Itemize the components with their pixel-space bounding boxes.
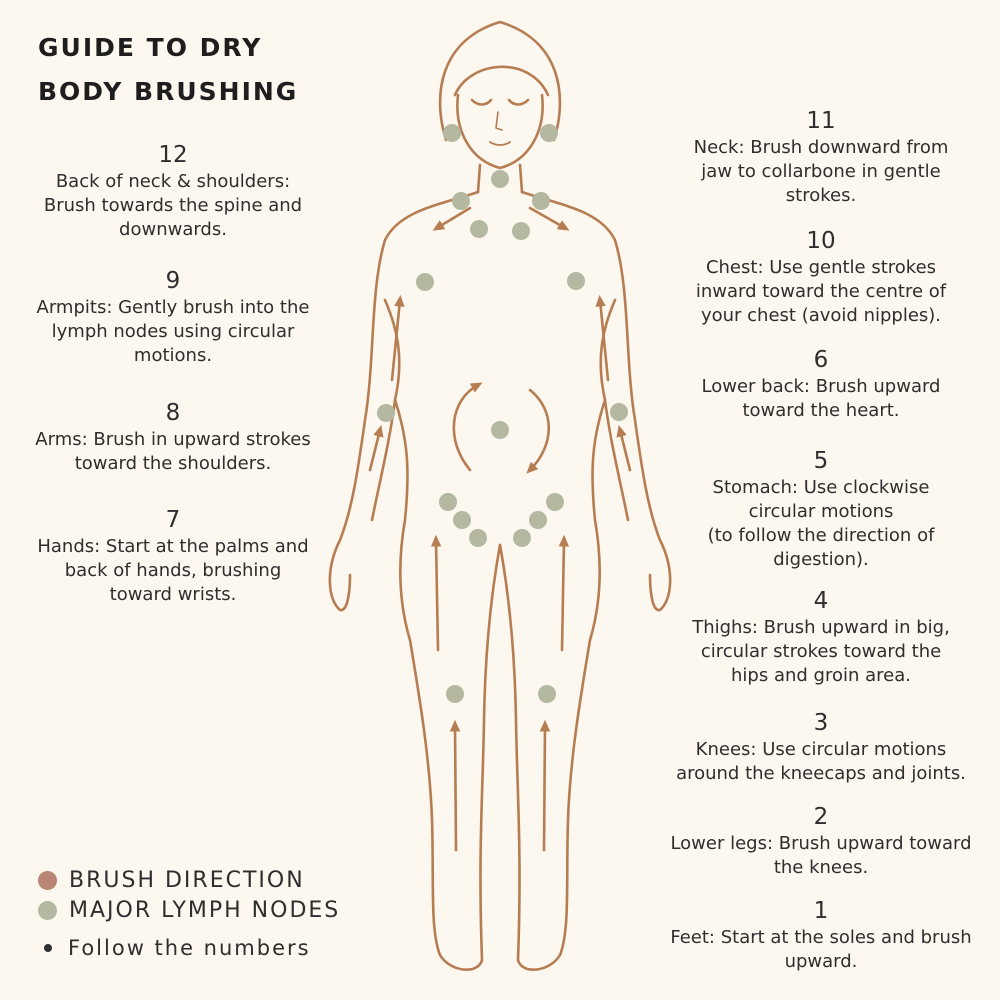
- step-text: Hands: Start at the palms and back of hands, brushing toward wrists.: [37, 536, 309, 605]
- forearm-arrow-left: [370, 430, 380, 470]
- right-waist: [590, 400, 605, 640]
- step-number: 11: [806, 108, 836, 134]
- face-outline: [457, 95, 542, 168]
- thigh-arrow-right: [562, 540, 564, 650]
- step-text: Lower legs: Brush upward toward the knees.: [670, 833, 972, 878]
- forearm-arrow-right: [620, 430, 630, 470]
- stomach-arrow-left: [454, 385, 478, 470]
- neck-right: [520, 165, 522, 192]
- left-leg-outer: [410, 640, 482, 970]
- left-eye: [472, 100, 491, 105]
- lymph-node-elbow-left: [377, 404, 395, 422]
- lymph-node-knee-right: [538, 685, 556, 703]
- step-text: Knees: Use circular motions around the kneecaps and joints.: [676, 739, 966, 784]
- step-text: Back of neck & shoulders: Brush towards the spine and downwards.: [43, 171, 303, 240]
- step-text: Arms: Brush in upward strokes toward the shoulders.: [35, 429, 311, 474]
- neck-arrow-left: [437, 208, 470, 228]
- legend-label: BRUSH DIRECTION: [69, 867, 305, 893]
- lymph-node-groin-3: [469, 529, 487, 547]
- step-number: 3: [813, 710, 829, 736]
- hair-fringe: [455, 67, 548, 95]
- lymph-node-elbow-right: [610, 403, 628, 421]
- step-number: 10: [806, 228, 836, 254]
- lymph-node-stomach: [491, 421, 509, 439]
- title-line-1: GUIDE TO DRY: [38, 33, 263, 62]
- neck-arrow-right: [530, 208, 565, 228]
- shin-arrow-left: [455, 725, 456, 850]
- step-number: 7: [165, 507, 181, 533]
- right-body-outline: [522, 192, 670, 610]
- lymph-node-armpit-right: [567, 272, 585, 290]
- step-text: Chest: Use gentle strokes inward toward the centre of your chest (avoid nipples).: [695, 257, 947, 326]
- lymph-node-ear-right: [540, 124, 558, 142]
- step-number: 9: [165, 268, 181, 294]
- lymph-node-groin-6: [546, 493, 564, 511]
- right-eye: [509, 100, 528, 105]
- lymph-node-groin-1: [439, 493, 457, 511]
- lymph-node-collar-left: [470, 220, 488, 238]
- step-number: 8: [165, 400, 181, 426]
- step-number: 6: [813, 347, 829, 373]
- lymph-node-ear-left: [443, 124, 461, 142]
- step-text: Lower back: Brush upward toward the heart.: [701, 376, 941, 421]
- step-number: 2: [813, 804, 829, 830]
- legend-label: MAJOR LYMPH NODES: [69, 897, 341, 923]
- step-text: Neck: Brush downward from jaw to collarbone in gentle strokes.: [693, 137, 949, 206]
- lymph-node-neck-right: [532, 192, 550, 210]
- step-number: 5: [813, 448, 829, 474]
- lymph-node-groin-2: [453, 511, 471, 529]
- neck-left: [478, 165, 480, 192]
- step-text: Thighs: Brush upward in big, circular strokes toward the hips and groin area.: [692, 617, 950, 686]
- lymph-node-groin-5: [529, 511, 547, 529]
- lymph-node-neck-left: [452, 192, 470, 210]
- step-text: Stomach: Use clockwise circular motions (to follow the direction of digestion).: [707, 477, 935, 570]
- lymph-node-throat: [491, 170, 509, 188]
- step-text: Feet: Start at the soles and brush upward.: [670, 927, 972, 972]
- step-number: 1: [813, 898, 829, 924]
- lymph-node-collar-right: [512, 222, 530, 240]
- step-number: 4: [813, 588, 829, 614]
- thigh-arrow-left: [436, 540, 438, 650]
- left-waist: [395, 400, 410, 640]
- right-leg-inner: [500, 545, 520, 960]
- step-text: Armpits: Gently brush into the lymph nodes using circular motions.: [36, 297, 310, 366]
- lymph-node-armpit-left: [416, 273, 434, 291]
- legend-label: Follow the numbers: [68, 936, 311, 960]
- left-body-outline: [330, 192, 478, 610]
- nose: [496, 112, 502, 130]
- lymph-node-groin-4: [513, 529, 531, 547]
- mouth: [490, 142, 510, 145]
- title-line-2: BODY BRUSHING: [38, 77, 299, 106]
- step-number: 12: [158, 142, 188, 168]
- left-leg-inner: [480, 545, 500, 960]
- shin-arrow-right: [544, 725, 545, 850]
- stomach-arrow-right: [530, 390, 549, 470]
- lymph-node-knee-left: [446, 685, 464, 703]
